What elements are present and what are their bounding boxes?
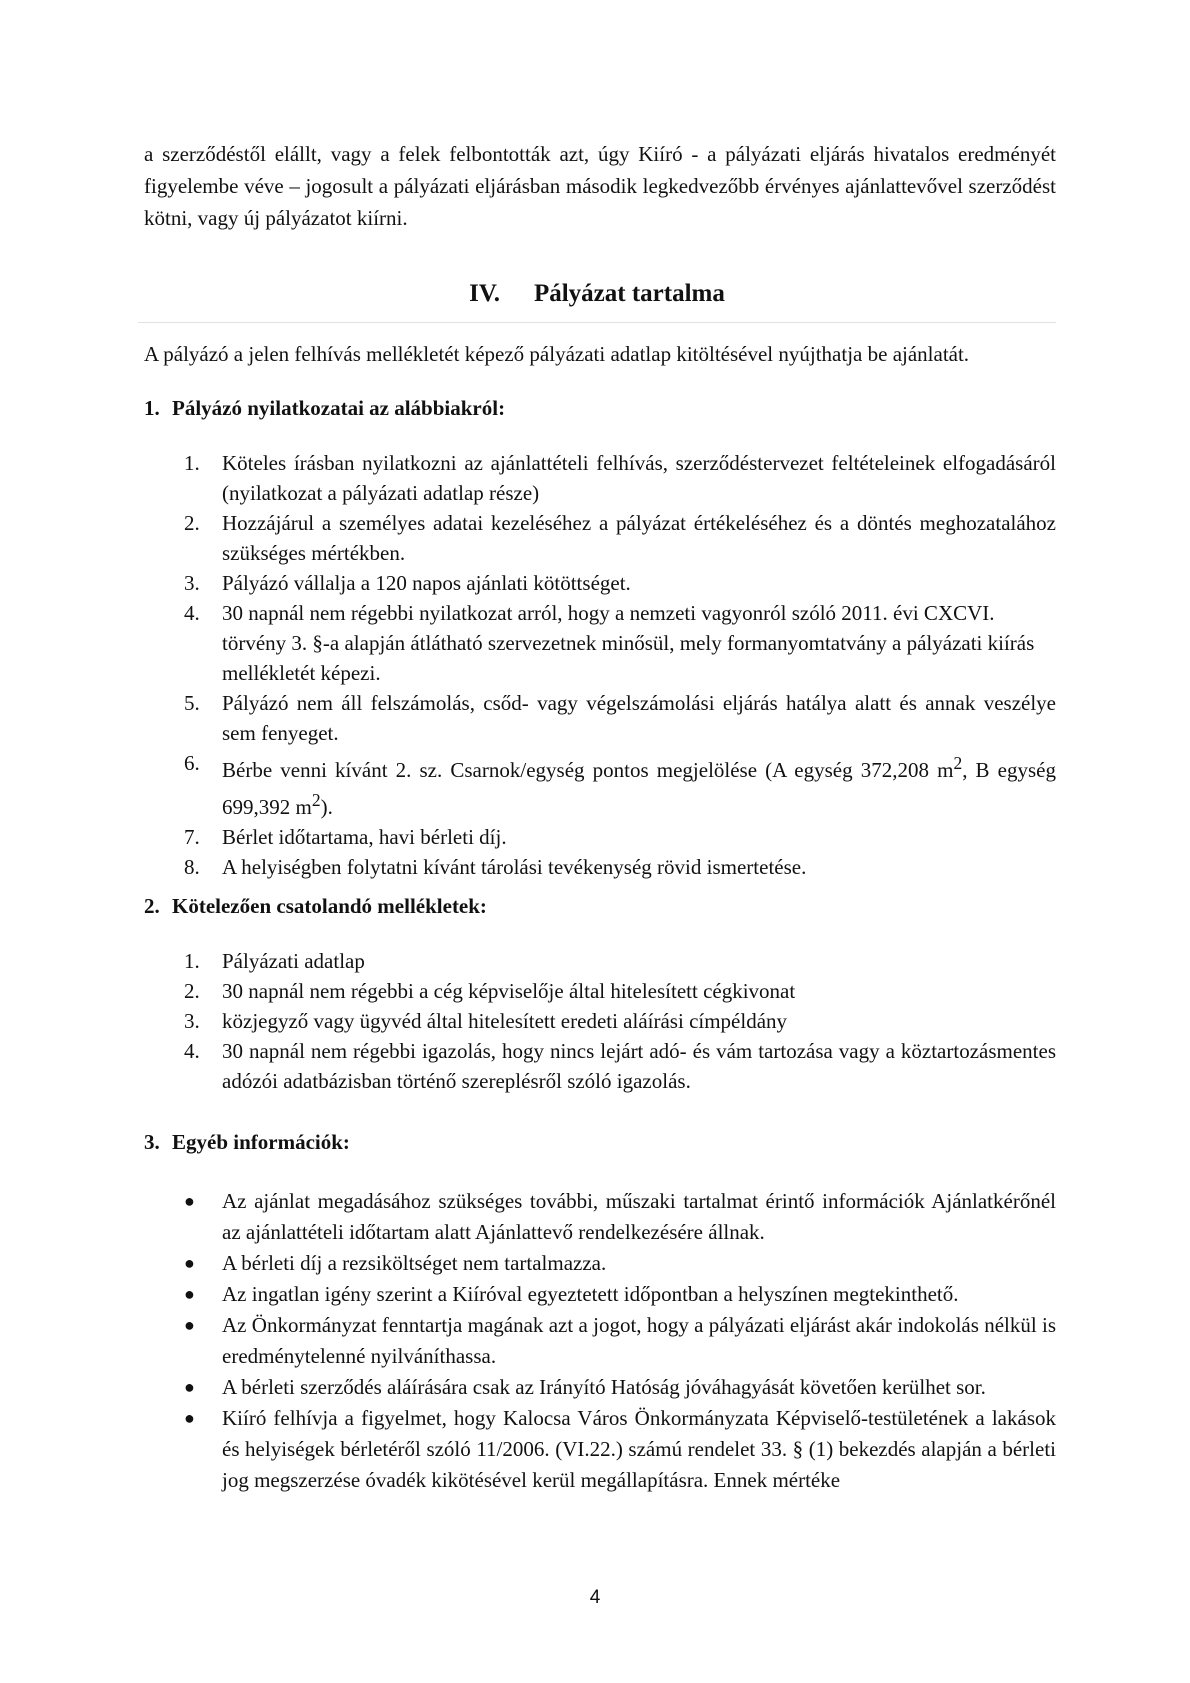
- list-item: [184, 1248, 1056, 1279]
- list-item: [184, 1403, 1056, 1496]
- list-item-text: Hozzájárul a személyes adatai kezeléséhez a pályázat értékeléséhez és a döntés meghozatalához szükséges mértékben.: [222, 511, 1056, 565]
- subsection-title-2: [144, 890, 487, 922]
- bullet-icon: ●: [184, 1284, 195, 1304]
- list-marker: 7.: [184, 825, 200, 849]
- list-marker: 2.: [184, 979, 200, 1003]
- attachments-list: [184, 946, 1056, 1096]
- list-item-text: Köteles írásban nyilatkozni az ajánlattételi felhívás, szerződéstervezet feltételeinek elfogadásáról (nyilatkozat a pályázati adatlap része): [222, 451, 1056, 505]
- list-item-text: Pályázó vállalja a 120 napos ajánlati kötöttséget.: [222, 571, 631, 595]
- list-item: [184, 1310, 1056, 1372]
- list-item: [184, 1186, 1056, 1248]
- list-item-text: A bérleti díj a rezsiköltséget nem tartalmazza.: [222, 1251, 607, 1275]
- list-item: [184, 688, 1056, 748]
- subsection-number: 1.: [144, 396, 160, 420]
- bullet-icon: ●: [184, 1191, 195, 1211]
- bullet-icon: ●: [184, 1253, 195, 1273]
- bullet-icon: ●: [184, 1408, 195, 1428]
- list-item: [184, 448, 1056, 508]
- list-item: [184, 568, 1056, 598]
- list-item-text: Pályázati adatlap: [222, 949, 365, 973]
- section-title: Pályázat tartalma: [533, 280, 725, 307]
- bullet-icon: ●: [184, 1377, 195, 1397]
- intro-paragraph: a szerződéstől elállt, vagy a felek felbontották azt, úgy Kiíró - a pályázati eljárás hivatalos eredményét figyelembe véve – jogosult a pályázati eljárásban második legkedvezőbb érvényes ajánlattevővel szerződést kötni, vagy új pályázatot kiírni.: [144, 142, 1056, 230]
- list-marker: 1.: [184, 949, 200, 973]
- bullet-icon: ●: [184, 1315, 195, 1335]
- subsection-title-text: Egyéb információk:: [172, 1130, 350, 1154]
- section-number: IV.: [469, 280, 500, 307]
- heading-divider: [138, 322, 1056, 323]
- list-item-text: Az ajánlat megadásához szükséges további, műszaki tartalmat érintő információk Ajánlatkérőnél az ajánlattételi időtartam alatt Ajánlattevő rendelkezésére állnak.: [222, 1189, 1056, 1244]
- list-marker: 4.: [184, 1039, 200, 1063]
- list-marker: 2.: [184, 511, 200, 535]
- list-item: [184, 1372, 1056, 1403]
- list-item-text: Bérlet időtartama, havi bérleti díj.: [222, 825, 507, 849]
- list-marker: 3.: [184, 571, 200, 595]
- page-number: 4: [589, 1587, 601, 1608]
- subsection-title-3: [144, 1126, 350, 1158]
- list-item: [184, 822, 1056, 852]
- unit-area-text-a: Bérbe venni kívánt 2. sz. Csarnok/egység pontos megjelölése (A egység 372,208 m: [222, 758, 954, 782]
- list-marker: 3.: [184, 1009, 200, 1033]
- unit-area-text-b: , B egység 699,392 m: [222, 758, 1056, 819]
- list-marker: 5.: [184, 691, 200, 715]
- list-item: [184, 508, 1056, 568]
- subsection-title-text: Kötelezően csatolandó mellékletek:: [172, 894, 487, 918]
- list-marker: 8.: [184, 855, 200, 879]
- section-heading: [138, 278, 1056, 310]
- unit-area-text-c: ).: [320, 795, 333, 819]
- list-item-text: Pályázó nem áll felszámolás, csőd- vagy végelszámolási eljárás hatálya alatt és annak veszélye sem fenyeget.: [222, 691, 1056, 745]
- list-item-text: közjegyző vagy ügyvéd által hitelesített eredeti aláírási címpéldány: [222, 1009, 788, 1033]
- list-item-text: A bérleti szerződés aláírására csak az Irányító Hatóság jóváhagyását követően kerülhet sor.: [222, 1375, 986, 1399]
- list-item: [184, 598, 1056, 688]
- declarations-list: [184, 448, 1056, 882]
- list-item: [184, 1279, 1056, 1310]
- other-info-list: [184, 1186, 1056, 1496]
- subsection-title-text: Pályázó nyilatkozatai az alábbiakról:: [172, 396, 506, 420]
- list-item-text: Az Önkormányzat fenntartja magának azt a jogot, hogy a pályázati eljárást akár indokolás nélkül is eredménytelenné nyilváníthassa.: [222, 1313, 1056, 1368]
- list-item-text: 30 napnál nem régebbi a cég képviselője által hitelesített cégkivonat: [222, 979, 796, 1003]
- list-item-text: Kiíró felhívja a figyelmet, hogy Kalocsa Város Önkormányzata Képviselő-testületének a lakások és helyiségek bérletéről szóló 11/2006. (VI.22.) számú rendelet 33. § (1) bekezdés alapján a bérleti jog megszerzése óvadék kikötésével kerül megállapításra. Ennek mértéke: [222, 1406, 1056, 1492]
- list-item-text: A helyiségben folytatni kívánt tárolási tevékenység rövid ismertetése.: [222, 855, 807, 879]
- subsection-number: 3.: [144, 1130, 160, 1154]
- list-item: [184, 1036, 1056, 1096]
- list-item: [184, 976, 1056, 1006]
- list-item: [184, 852, 1056, 882]
- list-item-text: Az ingatlan igény szerint a Kiíróval egyeztetett időpontban a helyszínen megtekinthető.: [222, 1282, 959, 1306]
- list-item-text: [222, 753, 1056, 819]
- subsection-number: 2.: [144, 894, 160, 918]
- list-marker: 4.: [184, 601, 200, 625]
- superscript: 2: [311, 790, 321, 810]
- section-lead: A pályázó a jelen felhívás mellékletét képező pályázati adatlap kitöltésével nyújthatja be ajánlatát.: [144, 342, 970, 366]
- superscript: 2: [953, 753, 963, 773]
- list-item-text: 30 napnál nem régebbi igazolás, hogy nincs lejárt adó- és vám tartozása vagy a köztartozásmentes adózói adatbázisban történő szereplésről szóló igazolás.: [222, 1039, 1056, 1093]
- list-marker: 6.: [184, 751, 200, 775]
- subsection-title-1: [144, 392, 505, 424]
- list-item: [184, 1006, 1056, 1036]
- list-marker: 1.: [184, 451, 200, 475]
- list-item: [184, 946, 1056, 976]
- list-item: [184, 748, 1056, 822]
- list-item-text: 30 napnál nem régebbi nyilatkozat arról, hogy a nemzeti vagyonról szóló 2011. évi CXCVI. törvény 3. §-a alapján átlátható szervezetnek minősül, mely formanyomtatvány a pályázati kiírás mellékletét képezi.: [222, 601, 1035, 685]
